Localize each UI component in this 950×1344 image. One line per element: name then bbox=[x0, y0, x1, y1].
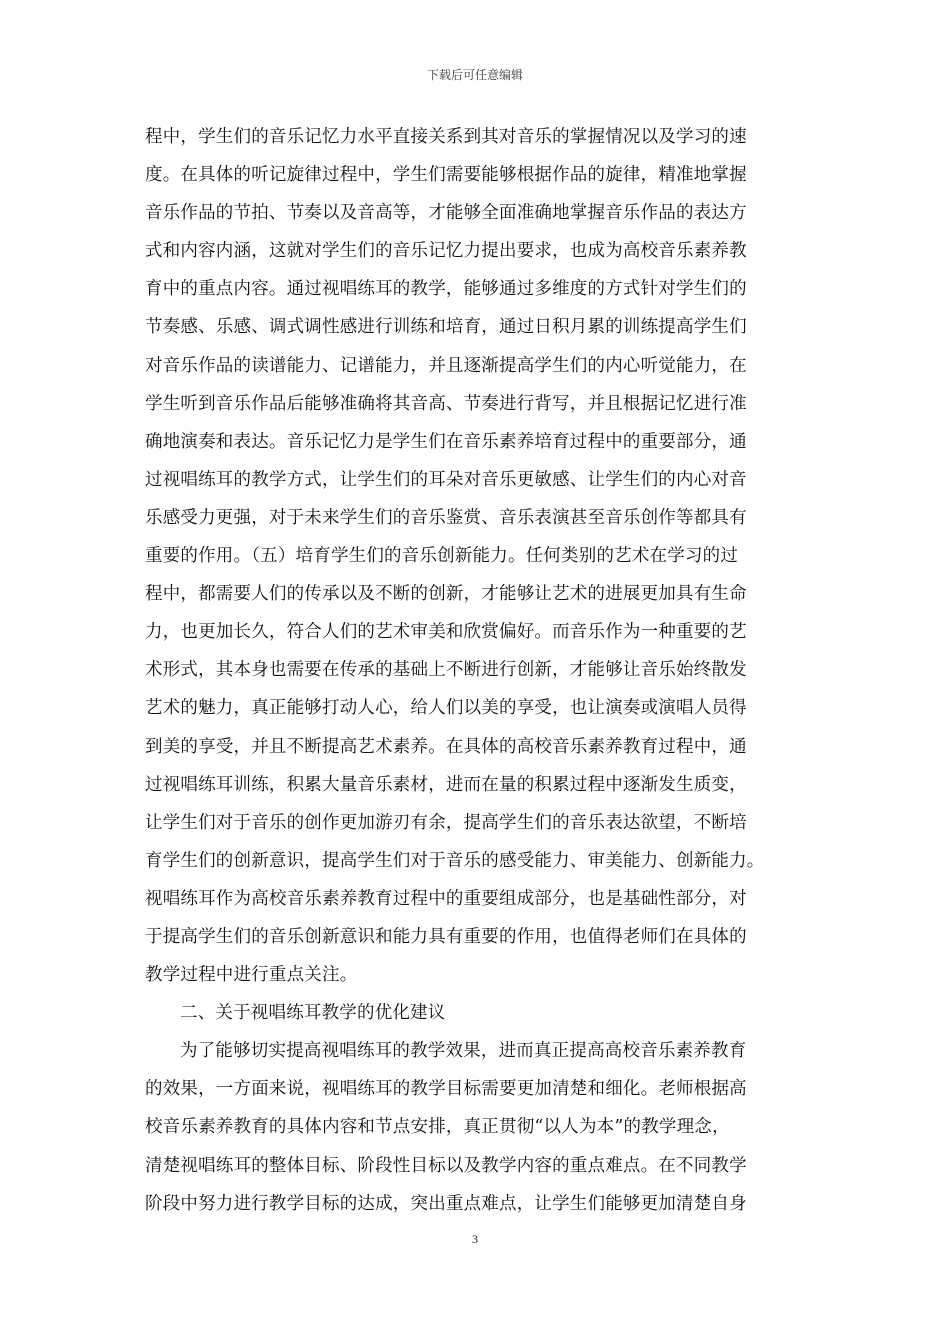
body-line: 节奏感、乐感、调式调性感进行训练和培育，通过日积月累的训练提高学生们 bbox=[145, 317, 747, 338]
body-line: 重要的作用。（五）培育学生们的音乐创新能力。任何类别的艺术在学习的过 bbox=[145, 546, 739, 567]
body-line: 于提高学生们的音乐创新意识和能力具有重要的作用，也值得老师们在具体的 bbox=[145, 926, 747, 947]
body-line: 力，也更加长久，符合人们的艺术审美和欣赏偏好。而音乐作为一种重要的艺 bbox=[145, 622, 747, 643]
body-line: 程中，学生们的音乐记忆力水平直接关系到其对音乐的掌握情况以及学习的速 bbox=[145, 127, 747, 147]
body-line: 清楚视唱练耳的整体目标、阶段性目标以及教学内容的重点难点。在不同教学 bbox=[145, 1155, 747, 1176]
body-line: 对音乐作品的读谱能力、记谱能力，并且逐渐提高学生们的内心听觉能力，在 bbox=[145, 355, 747, 376]
body-line: 确地演奏和表达。音乐记忆力是学生们在音乐素养培育过程中的重要部分，通 bbox=[145, 431, 747, 452]
body-line: 学生听到音乐作品后能够准确将其音高、节奏进行背写，并且根据记忆进行准 bbox=[145, 393, 747, 414]
body-line: 让学生们对于音乐的创作更加游刃有余，提高学生们的音乐表达欲望，不断培 bbox=[145, 812, 747, 833]
body-line: 乐感受力更强，对于未来学生们的音乐鉴赏、音乐表演甚至音乐创作等都具有 bbox=[145, 507, 747, 528]
section-heading: 二、关于视唱练耳教学的优化建议 bbox=[180, 1003, 446, 1024]
body-line: 艺术的魅力，真正能够打动人心，给人们以美的享受，也让演奏或演唱人员得 bbox=[145, 698, 747, 719]
body-line: 术形式，其本身也需要在传承的基础上不断进行创新，才能够让音乐始终散发 bbox=[145, 660, 747, 681]
body-line: 阶段中努力进行教学目标的达成，突出重点难点，让学生们能够更加清楚自身 bbox=[145, 1193, 747, 1214]
body-line: 教学过程中进行重点关注。 bbox=[145, 965, 358, 986]
page-header-note: 下载后可任意编辑 bbox=[426, 68, 523, 82]
page-number: 3 bbox=[472, 1232, 478, 1246]
body-line: 过视唱练耳的教学方式，让学生们的耳朵对音乐更敏感、让学生们的内心对音 bbox=[145, 469, 747, 490]
body-line: 到美的享受，并且不断提高艺术素养。在具体的高校音乐素养教育过程中，通 bbox=[145, 736, 747, 757]
body-line: 音乐作品的节拍、节奏以及音高等，才能够全面准确地掌握音乐作品的表达方 bbox=[145, 203, 747, 224]
body-line: 视唱练耳作为高校音乐素养教育过程中的重要组成部分，也是基础性部分，对 bbox=[145, 888, 747, 909]
body-line: 程中，都需要人们的传承以及不断的创新，才能够让艺术的进展更加具有生命 bbox=[145, 584, 747, 605]
body-line: 校音乐素养教育的具体内容和节点安排，真正贯彻“以人为本”的教学理念， bbox=[145, 1117, 730, 1138]
body-line: 育学生们的创新意识，提高学生们对于音乐的感受能力、审美能力、创新能力。 bbox=[145, 850, 765, 871]
body-line: 过视唱练耳训练，积累大量音乐素材，进而在量的积累过程中逐渐发生质变， bbox=[145, 774, 747, 795]
document-body bbox=[145, 118, 813, 1223]
body-line: 育中的重点内容。通过视唱练耳的教学，能够通过多维度的方式针对学生们的 bbox=[145, 279, 747, 300]
body-line: 的效果，一方面来说，视唱练耳的教学目标需要更加清楚和细化。老师根据高 bbox=[145, 1079, 747, 1100]
body-line: 式和内容内涵，这就对学生们的音乐记忆力提出要求，也成为高校音乐素养教 bbox=[145, 241, 747, 262]
body-line: 度。在具体的听记旋律过程中，学生们需要能够根据作品的旋律，精准地掌握 bbox=[145, 165, 747, 186]
body-line: 为了能够切实提高视唱练耳的教学效果，进而真正提高高校音乐素养教育 bbox=[180, 1041, 747, 1062]
